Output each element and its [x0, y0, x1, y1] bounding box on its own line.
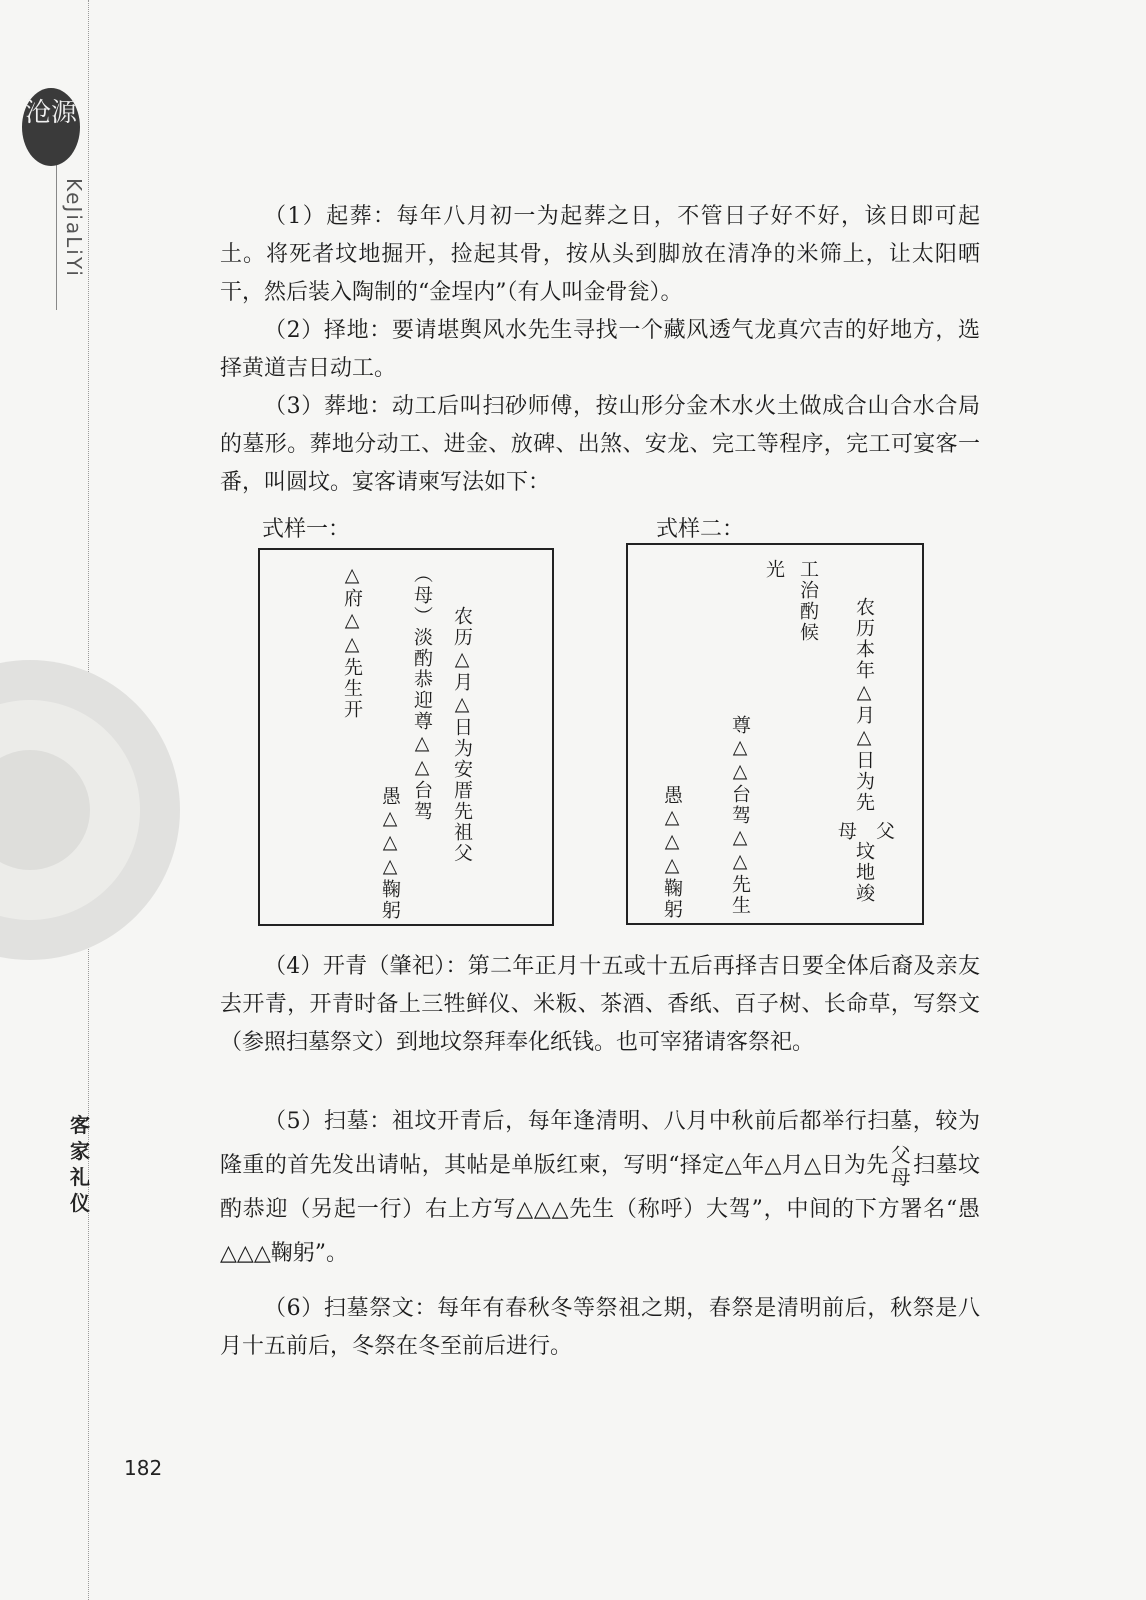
gutter-solid-line — [56, 150, 57, 310]
stack-bottom: 母 — [890, 1165, 911, 1189]
form1-caption: 式样一： — [262, 517, 351, 542]
paragraph-5 — [220, 1100, 980, 1276]
form2-col-sign: 愚△△△鞠躬 — [661, 785, 683, 920]
paragraph-6: （6）扫墓祭文：每年有春秋冬等祭祖之期，春祭是清明前后，秋祭是八月十五前后，冬祭在冬至前后进行。 — [220, 1296, 980, 1359]
form2-col-mid3: 尊△△台驾△△先生 — [729, 715, 751, 916]
form2-col-mid2: 光 — [763, 559, 785, 580]
section-label: 客家礼仪 — [70, 1113, 90, 1215]
paragraph-3: （3）葬地：动工后叫扫砂师傅，按山形分金木水火土做成合山合水合局的墓形。葬地分动工、进金、放碑、出煞、安龙、完工等程序，完工可宴客一番，叫圆坟。宴客请柬写法如下： — [220, 394, 980, 495]
cloud-ornament-icon — [0, 660, 180, 960]
form1-col-mid: （母）淡酌恭迎尊△△台驾 — [411, 564, 433, 822]
series-title: KeJiaLiYi — [62, 178, 86, 278]
form2-col-right-bottom: 母 — [835, 821, 857, 842]
form1-box — [258, 548, 554, 926]
page-number: 182 — [124, 1456, 163, 1480]
form2-col-mid1: 工治酌候 — [797, 559, 819, 643]
form1-col-sign: 愚△△△鞠躬 — [379, 786, 401, 921]
father-mother-stack — [891, 1144, 911, 1188]
form2-col-right-top: 父 — [873, 821, 895, 842]
form1-col-left: △府△△先生开 — [341, 564, 363, 720]
form2-col-right: 农历本年△月△日为先 — [853, 597, 875, 813]
stack-top: 父 — [890, 1143, 911, 1167]
form2-box — [626, 543, 924, 925]
form2-col-right-tail: 坟地竣 — [853, 841, 875, 904]
paragraph-2: （2）择地：要请堪舆风水先生寻找一个藏风透气龙真穴吉的好地方，选择黄道吉日动工。 — [220, 318, 980, 381]
paragraph-5-part-a: （5）扫墓：祖坟开青后，每年逢清明、八月中秋前后都举行扫墓，较为隆重的首先发出请帖，其帖是单版红柬，写明“择定△年△月△日为先 — [220, 1109, 980, 1178]
paragraph-1: （1）起葬：每年八月初一为起葬之日，不管日子好不好，该日即可起土。将死者坟地掘开，捡起其骨，按从头到脚放在清净的米筛上，让太阳晒干，然后装入陶制的“金埕内”（有人叫金骨瓮）。 — [220, 204, 980, 305]
paragraph-5-part-b: 扫墓坟酌恭迎（另起一行）右上方写△△△先生（称呼）大驾”，中间的下方署名“愚△△△鞠躬”。 — [220, 1153, 980, 1266]
seal-text: 沧源 — [24, 98, 77, 128]
paragraph-4: （4）开青（肇祀）：第二年正月十五或十五后再择吉日要全体后裔及亲友去开青，开青时备上三牲鲜仪、米粄、茶酒、香纸、百子树、长命草，写祭文（参照扫墓祭文）到地坟祭拜奉化纸钱。也可宰猪请客祭祀。 — [220, 954, 980, 1055]
form1-col-right: 农历△月△日为安厝先祖父 — [451, 606, 473, 864]
form2-caption: 式样二： — [656, 517, 745, 542]
